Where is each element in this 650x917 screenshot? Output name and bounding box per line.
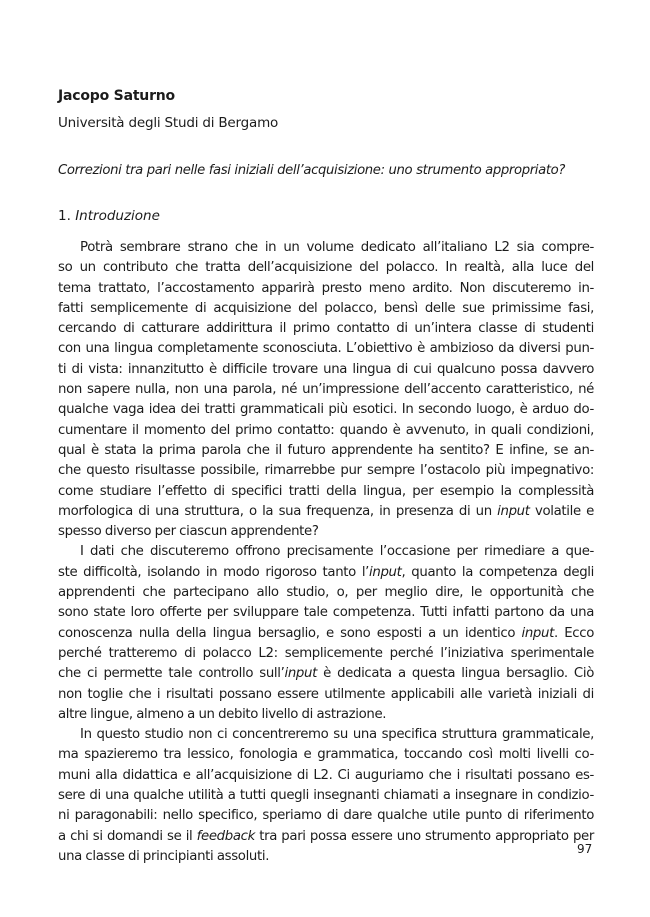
page-number: 97	[577, 842, 593, 856]
text-line	[58, 725, 594, 745]
text-line-segment: so un contributo che tratta dell’acquisizione del polacco. In realtà, alla luce del	[58, 260, 594, 276]
text-line	[58, 583, 594, 603]
section-heading	[58, 208, 160, 224]
text-line	[58, 482, 594, 502]
text-line	[58, 705, 594, 725]
italic-term: feedback	[196, 828, 255, 844]
text-line-segment: In questo studio non ci concentreremo su una specifica struttura grammaticale,	[80, 727, 594, 743]
text-line	[58, 827, 594, 847]
text-line	[58, 360, 594, 380]
text-line-segment: con una lingua completamente sconosciuta. L’obiettivo è ambizioso da diversi pun-	[58, 341, 594, 357]
text-line-segment: ma spazieremo tra lessico, fonologia e grammatica, toccando così molti livelli co-	[58, 747, 594, 763]
text-line-segment: che ci permette tale controllo sull’	[58, 666, 285, 682]
text-line-segment: apprendenti che partecipano allo studio, o, per meglio dire, le opportunità che	[58, 585, 594, 601]
text-line-segment: ste difficoltà, isolando in modo rigoroso tanto l’	[58, 564, 370, 580]
text-line-segment: Potrà sembrare strano che in un volume dedicato all’italiano L2 sia compre-	[80, 240, 594, 255]
text-line	[58, 319, 594, 339]
text-line	[58, 461, 594, 481]
text-line	[58, 847, 594, 867]
text-line-segment: conoscenza nulla della lingua bersaglio, e sono esposti a un identico	[58, 625, 522, 641]
text-line	[58, 806, 594, 826]
text-line-segment: ni paragonabili: nello specifico, speriamo di dare qualche utile punto di riferimento	[58, 808, 594, 824]
text-line	[58, 685, 594, 705]
text-line	[58, 502, 594, 522]
text-line-segment: cumentare il momento del primo contatto: quando è avvenuto, in quali condizioni,	[58, 422, 594, 438]
text-line-segment: volatile e	[529, 503, 594, 519]
text-line-segment: cercando di catturare addirittura il primo contatto di un’intera classe di studenti	[58, 321, 594, 337]
text-line-segment: tra pari possa essere uno strumento appropriato per	[254, 828, 594, 844]
section-title: Introduzione	[75, 208, 160, 224]
text-line-segment: morfologica di una struttura, o la sua frequenza, in presenza di un	[58, 503, 498, 519]
text-line	[58, 522, 594, 542]
text-line-segment: come studiare l’effetto di specifici tratti della lingua, per esempio la complessità	[58, 483, 594, 499]
italic-term: input	[521, 625, 554, 641]
text-line	[58, 400, 594, 420]
italic-term: input	[497, 503, 530, 519]
text-line	[58, 624, 594, 644]
text-line-segment: sono state loro offerte per sviluppare tale competenza. Tutti infatti partono da una	[58, 605, 594, 621]
text-line-segment: sere di una qualche utilità a tutti quegli insegnanti chiamati a insegnare in condizio-	[58, 788, 594, 804]
text-line-segment: muni alla didattica e all’acquisizione di L2. Ci auguriamo che i risultati possano es-	[58, 767, 594, 783]
text-line	[58, 339, 594, 359]
text-line	[58, 380, 594, 400]
text-line	[58, 441, 594, 461]
text-line-segment: . Ecco	[553, 625, 594, 641]
text-line	[58, 603, 594, 623]
text-line-segment: I dati che discuteremo offrono precisamente l’occasione per rimediare a que-	[80, 544, 594, 560]
text-line-segment: che questo risultasse possibile, rimarrebbe pur sempre l’ostacolo più impegnativo:	[58, 463, 594, 479]
chapter-title: Correzioni tra pari nelle fasi iniziali dell’acquisizione: uno strumento appropriato?	[58, 163, 566, 178]
text-line	[58, 563, 594, 583]
text-line-segment: perché tratteremo di polacco L2: semplicemente perché l’iniziativa sperimentale	[58, 645, 594, 661]
text-line-segment: a chi si domandi se il	[58, 828, 197, 844]
text-line-segment: non sapere nulla, non una parola, né un’impressione dell’accento caratteristico, né	[58, 382, 594, 398]
text-line-segment: spesso diverso per ciascun apprendente?	[58, 524, 319, 540]
text-line-segment: , quanto la competenza degli	[401, 564, 594, 580]
text-line-segment: non toglie che i risultati possano essere utilmente applicabili alle varietà iniziali di	[58, 686, 594, 702]
text-line	[58, 299, 594, 319]
text-line-segment: è dedicata a questa lingua bersaglio. Ciò	[316, 666, 594, 682]
text-line	[58, 664, 594, 684]
text-line	[58, 745, 594, 765]
text-line-segment: altre lingue, almeno a un debito livello di astrazione.	[58, 706, 387, 722]
section-number: 1.	[58, 208, 71, 224]
text-line-segment: ti di vista: innanzitutto è difficile trovare una lingua di cui qualcuno possa davvero	[58, 361, 594, 377]
text-line-segment: qual è stata la prima parola che il futuro apprendente ha sentito? E infine, se an-	[58, 442, 594, 458]
text-line	[58, 238, 594, 258]
text-line-segment: qualche vaga idea dei tratti grammaticali più esotici. In secondo luogo, è arduo do-	[58, 402, 594, 418]
text-line	[58, 644, 594, 664]
italic-term: input	[284, 666, 317, 682]
author-affiliation: Università degli Studi di Bergamo	[58, 115, 279, 131]
text-line-segment: tema trattato, l’accostamento apparirà presto meno ardito. Non discuteremo in-	[58, 280, 594, 296]
text-line	[58, 542, 594, 562]
text-line-segment: una classe di principianti assoluti.	[58, 848, 270, 864]
text-line	[58, 786, 594, 806]
italic-term: input	[369, 564, 402, 580]
text-line	[58, 766, 594, 786]
text-line	[58, 421, 594, 441]
body-text	[58, 238, 594, 867]
text-line	[58, 279, 594, 299]
text-line	[58, 258, 594, 278]
author-name: Jacopo Saturno	[58, 88, 175, 104]
text-line-segment: fatti semplicemente di acquisizione del polacco, bensì delle sue primissime fasi,	[58, 300, 594, 316]
